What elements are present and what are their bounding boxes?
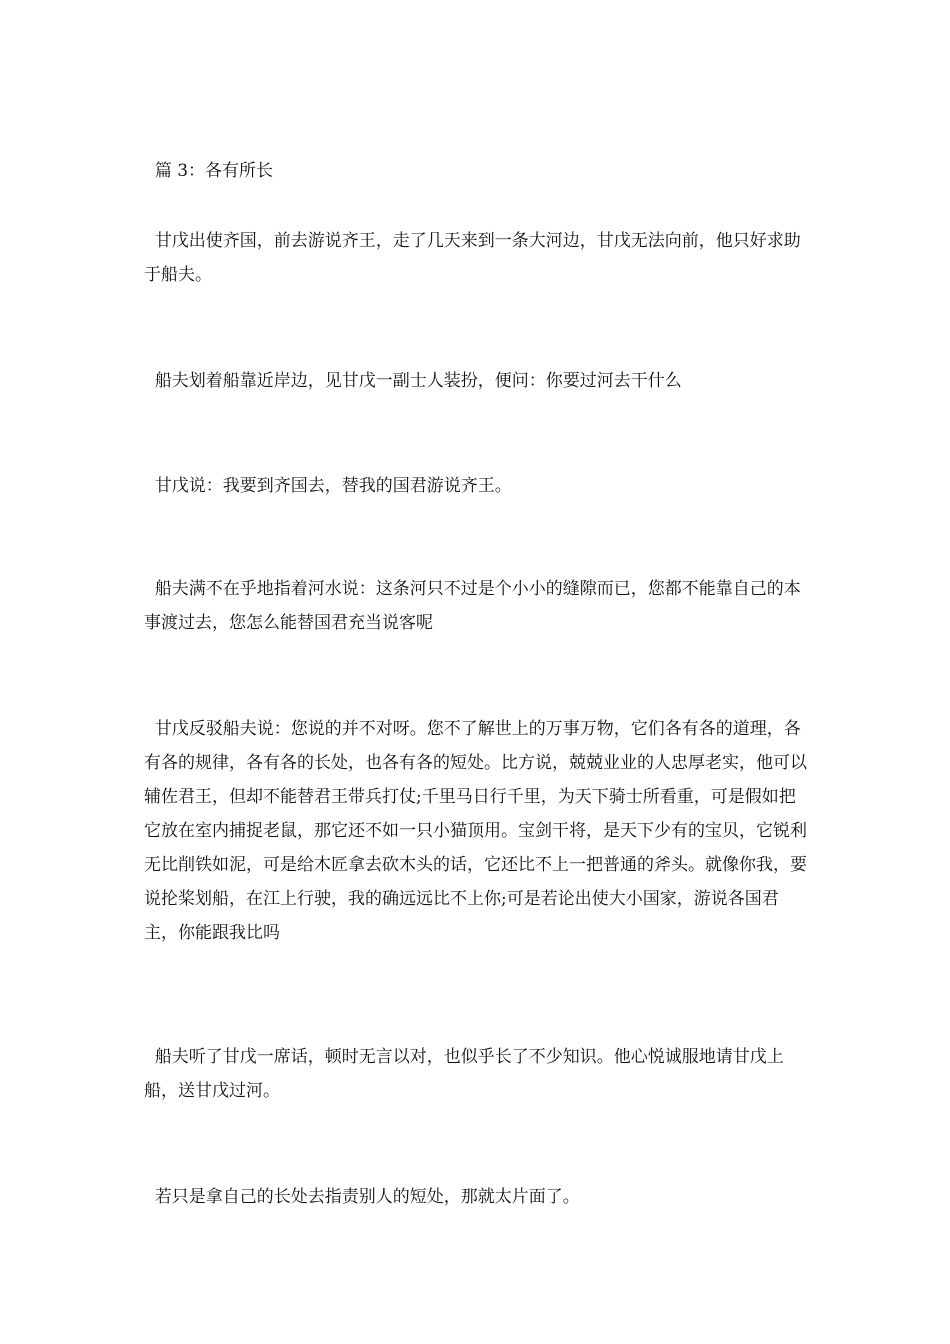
section-heading: 篇 3：各有所长 — [144, 161, 274, 181]
paragraph: 船夫满不在乎地指着河水说：这条河只不过是个小小的缝隙而已，您都不能靠自己的本事渡过去，您怎么能替国君充当说客呢 — [144, 579, 801, 633]
paragraph: 若只是拿自己的长处去指责别人的短处，那就太片面了。 — [144, 1187, 580, 1207]
paragraph: 甘戊出使齐国，前去游说齐王，走了几天来到一条大河边，甘戊无法向前，他只好求助于船夫。 — [144, 231, 801, 285]
paragraph: 船夫划着船靠近岸边，见甘戊一副士人装扮，便问：你要过河去干什么 — [144, 371, 682, 391]
paragraph: 船夫听了甘戊一席话，顿时无言以对，也似乎长了不少知识。他心悦诚服地请甘戊上船，送甘戊过河。 — [144, 1047, 784, 1101]
paragraph: 甘戊说：我要到齐国去，替我的国君游说齐王。 — [144, 476, 512, 496]
paragraph: 甘戊反驳船夫说：您说的并不对呀。您不了解世上的万事万物，它们各有各的道理，各有各的规律，各有各的长处，也各有各的短处。比方说，兢兢业业的人忠厚老实，他可以辅佐君王，但却不能替君王带兵打仗;千里马日行千里，为天下骑士所看重，可是假如把它放在室内捕捉老鼠，那它还不如一只小猫顶用。宝剑干将，是天下少有的宝贝，它锐利无比削铁如泥，可是给木匠拿去砍木头的话，它还比不上一把普通的斧头。就像你我，要说抡桨划船，在江上行驶，我的确远远比不上你;可是若论出使大小国家，游说各国君主，你能跟我比吗 — [144, 719, 807, 943]
